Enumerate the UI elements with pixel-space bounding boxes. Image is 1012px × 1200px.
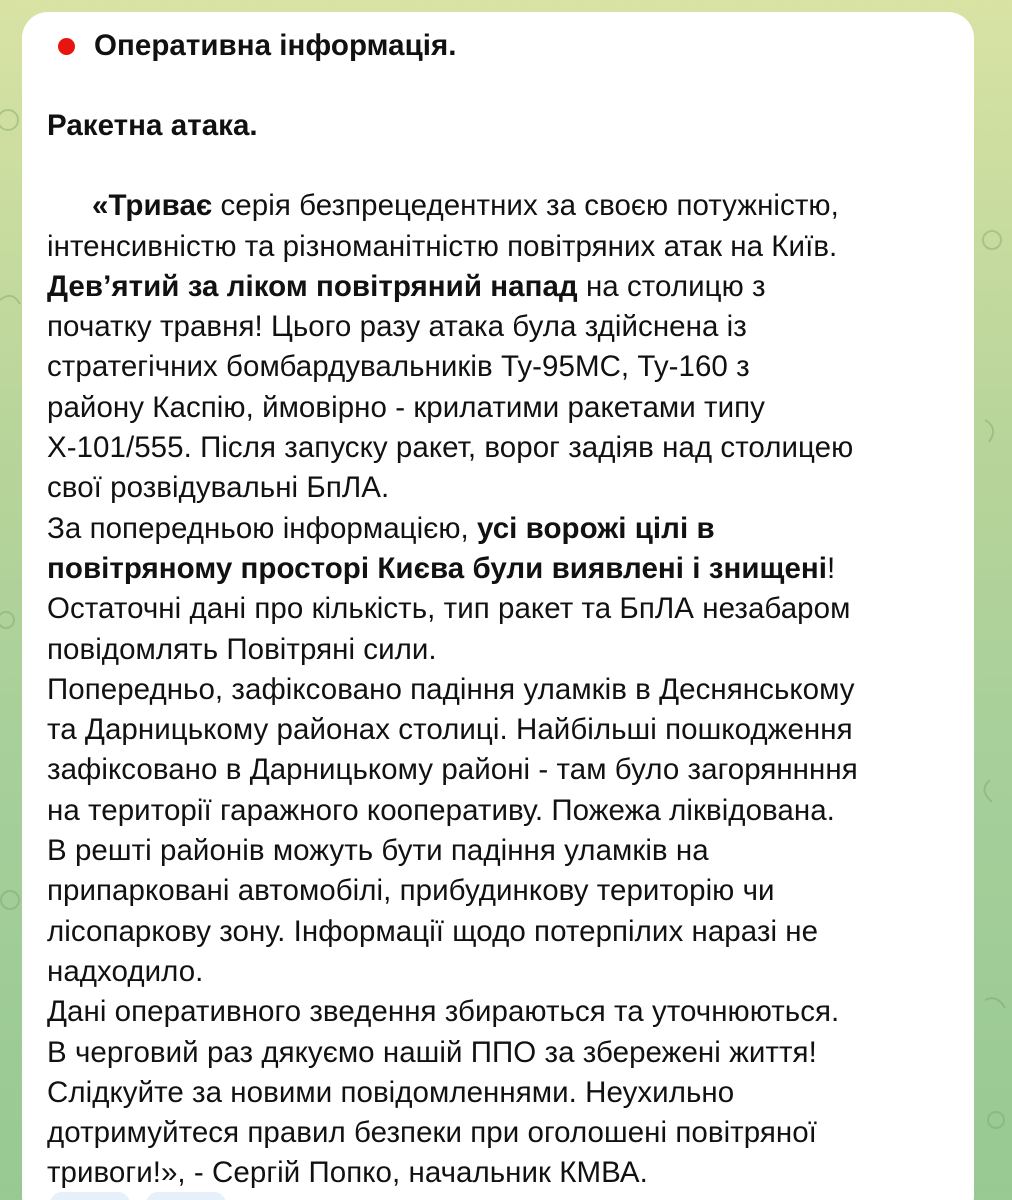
bold-text-segment: повітряному просторі Києва були виявлені і знищені (47, 551, 828, 585)
text-segment: та Дарницькому районах столиці. Найбільші пошкодження (47, 713, 853, 747)
text-segment: Х-101/555. Після запуску ракет, ворог задіяв над столицею (47, 431, 854, 465)
message-line (47, 468, 946, 508)
bold-text-segment: «Триває (92, 189, 213, 223)
text-segment: стратегічних бомбардувальників Ту-95МС, Ту-160 з (47, 350, 750, 384)
text-segment: припарковані автомобілі, прибудинкову територію чи (47, 874, 775, 908)
message-line (47, 630, 946, 670)
reaction-chip[interactable] (50, 1192, 130, 1200)
text-segment: За попередньою інформацією, (47, 511, 477, 545)
text-segment: ! (827, 551, 836, 585)
text-segment: району Каспію, ймовірно - крилатими ракетами типу (47, 390, 765, 424)
message-line (47, 589, 946, 629)
text-segment: на території гаражного кооперативу. Пожежа ліквідована. (47, 793, 835, 827)
text-segment: дотримуйтеся правил безпеки при оголошені повітряної (47, 1116, 817, 1150)
message-subheading: Ракетна атака. (47, 109, 258, 142)
message-line (47, 710, 946, 750)
message-line (47, 912, 946, 952)
text-segment: Остаточні дані про кількість, тип ракет та БпЛА незабаром (47, 592, 851, 626)
message-bubble[interactable] (22, 12, 974, 1200)
message-line (47, 509, 946, 549)
message-line (47, 347, 946, 387)
text-segment: початку травня! Цього разу атака була здійснена із (47, 310, 747, 344)
text-segment: серія безпрецедентних за своєю потужністю, (212, 189, 839, 223)
message-line (47, 952, 946, 992)
red-circle-icon (58, 38, 75, 55)
message-line (47, 1113, 946, 1153)
message-line (47, 186, 946, 226)
message-line (47, 670, 946, 710)
text-segment: В черговий раз дякуємо нашій ППО за збережені життя! (47, 1035, 817, 1069)
text-segment: свої розвідувальні БпЛА. (47, 471, 390, 505)
text-segment: зафіксовано в Дарницькому районі - там було загоряннння (47, 753, 858, 787)
message-line (47, 1073, 946, 1113)
message-body (47, 186, 946, 1193)
headline-text: Оперативна інформація. (94, 28, 457, 62)
text-segment: Попередньо, зафіксовано падіння уламків в Деснянському (47, 672, 855, 706)
message-line (47, 871, 946, 911)
text-segment: Слідкуйте за новими повідомленнями. Неухильно (47, 1075, 735, 1109)
text-segment: тривоги!», - Сергій Попко, начальник КМВА. (47, 1156, 648, 1190)
bold-text-segment: Дев’ятий за ліком повітряний напад (47, 269, 578, 303)
message-line (47, 428, 946, 468)
reactions-bar (50, 1192, 226, 1200)
message-line (47, 791, 946, 831)
message-line (47, 992, 946, 1032)
message-line (47, 831, 946, 871)
text-segment: інтенсивністю та різноманітністю повітряних атак на Київ. (47, 229, 838, 263)
message-line (47, 267, 946, 307)
message-line (47, 549, 946, 589)
text-segment: повідомлять Повітряні сили. (47, 632, 437, 666)
bold-text-segment: усі ворожі цілі в (477, 511, 715, 545)
text-segment: на столицю з (577, 269, 766, 303)
text-segment: В решті районів можуть бути падіння уламків на (47, 834, 709, 868)
text-segment: Дані оперативного зведення збираються та уточнюються. (47, 995, 840, 1029)
message-line (47, 1153, 946, 1193)
message-line (47, 750, 946, 790)
reaction-chip[interactable] (146, 1192, 226, 1200)
message-line (47, 227, 946, 267)
message-headline (58, 26, 946, 66)
message-line (47, 1033, 946, 1073)
text-segment: лісопаркову зону. Інформації щодо потерпілих наразі не (47, 914, 819, 948)
message-line (47, 388, 946, 428)
text-segment: надходило. (47, 954, 204, 988)
message-line (47, 307, 946, 347)
